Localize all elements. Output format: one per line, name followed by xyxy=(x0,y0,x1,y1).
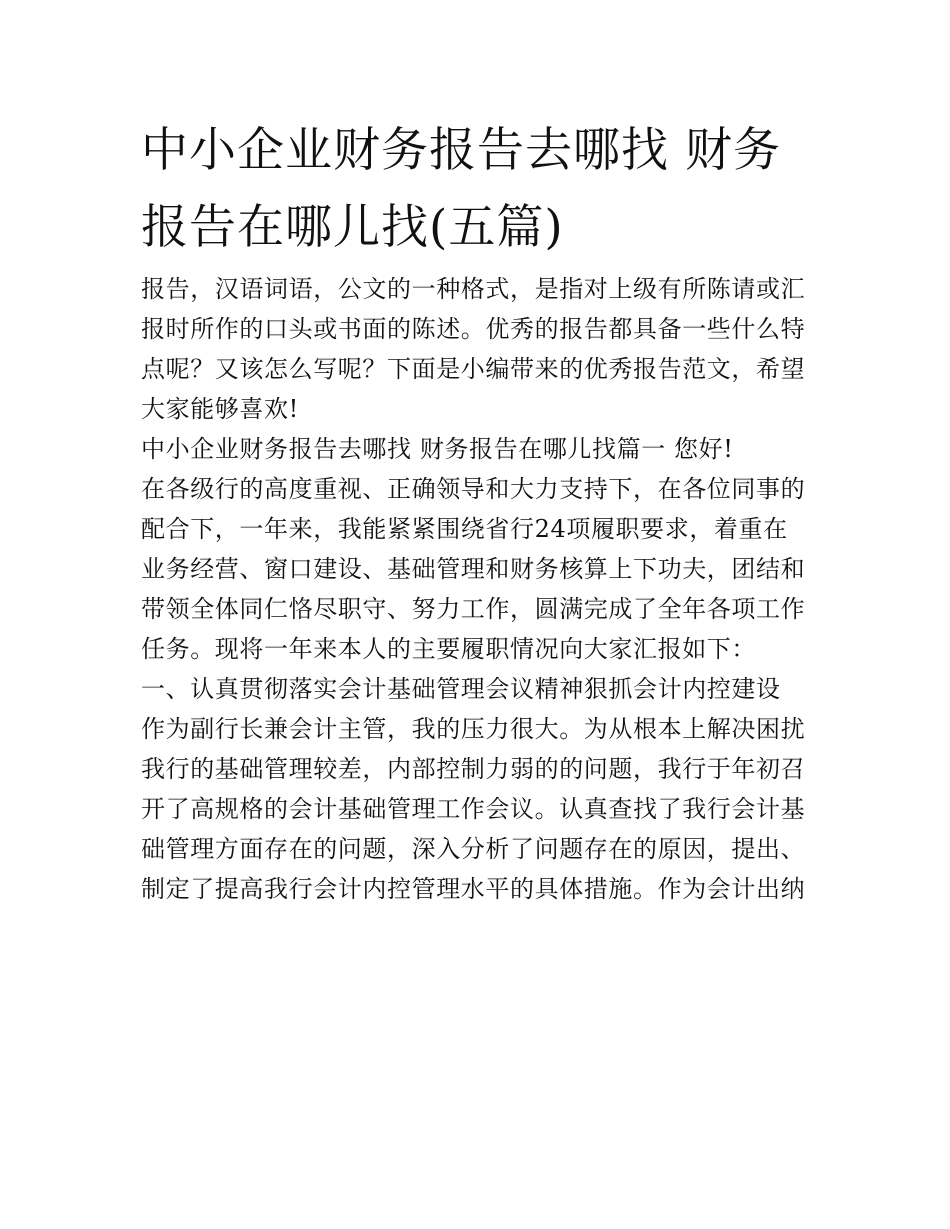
subheading: 一、认真贯彻落实会计基础管理会议精神狠抓会计内控建设 xyxy=(141,675,781,703)
intro-line-4: 大家能够喜欢! xyxy=(141,395,299,423)
body1-line-5: 任务。现将一年来本人的主要履职情况向大家汇报如下： xyxy=(141,635,756,663)
body2-line-2: 我行的基础管理较差，内部控制力弱的的问题，我行于年初召 xyxy=(141,755,806,783)
body2-line-1: 作为副行长兼会计主管，我的压力很大。为从根本上解决困扰 xyxy=(141,715,806,743)
body2-line-4: 础管理方面存在的问题，深入分析了问题存在的原因，提出、 xyxy=(141,835,806,863)
body1-line-3: 业务经营、窗口建设、基础管理和财务核算上下功夫，团结和 xyxy=(141,555,806,583)
document-page xyxy=(141,112,821,909)
body1-line-2: 配合下，一年来，我能紧紧围绕省行24项履职要求，着重在 xyxy=(141,515,788,543)
intro-line-2: 报时所作的口头或书面的陈述。优秀的报告都具备一些什么特 xyxy=(141,315,806,343)
intro-line-1: 报告，汉语词语，公文的一种格式，是指对上级有所陈请或汇 xyxy=(141,275,806,303)
body1-line-1: 在各级行的高度重视、正确领导和大力支持下，在各位同事的 xyxy=(141,475,806,503)
title-line-2: 报告在哪儿找(五篇) xyxy=(141,200,564,255)
intro-line-3: 点呢？又该怎么写呢？下面是小编带来的优秀报告范文，希望 xyxy=(141,355,806,383)
body2-line-3: 开了高规格的会计基础管理工作会议。认真查找了我行会计基 xyxy=(141,795,806,823)
body2-line-5: 制定了提高我行会计内控管理水平的具体措施。作为会计出纳 xyxy=(141,875,806,903)
intro-paragraph xyxy=(141,269,821,429)
title-line-1: 中小企业财务报告去哪找 财务 xyxy=(141,123,781,178)
body-paragraph-2 xyxy=(141,709,821,909)
section-heading: 中小企业财务报告去哪找 财务报告在哪儿找篇一 您好! xyxy=(141,435,734,463)
body-paragraph-1 xyxy=(141,469,821,669)
body1-line-4: 带领全体同仁恪尽职守、努力工作，圆满完成了全年各项工作 xyxy=(141,595,806,623)
document-title xyxy=(141,112,821,266)
